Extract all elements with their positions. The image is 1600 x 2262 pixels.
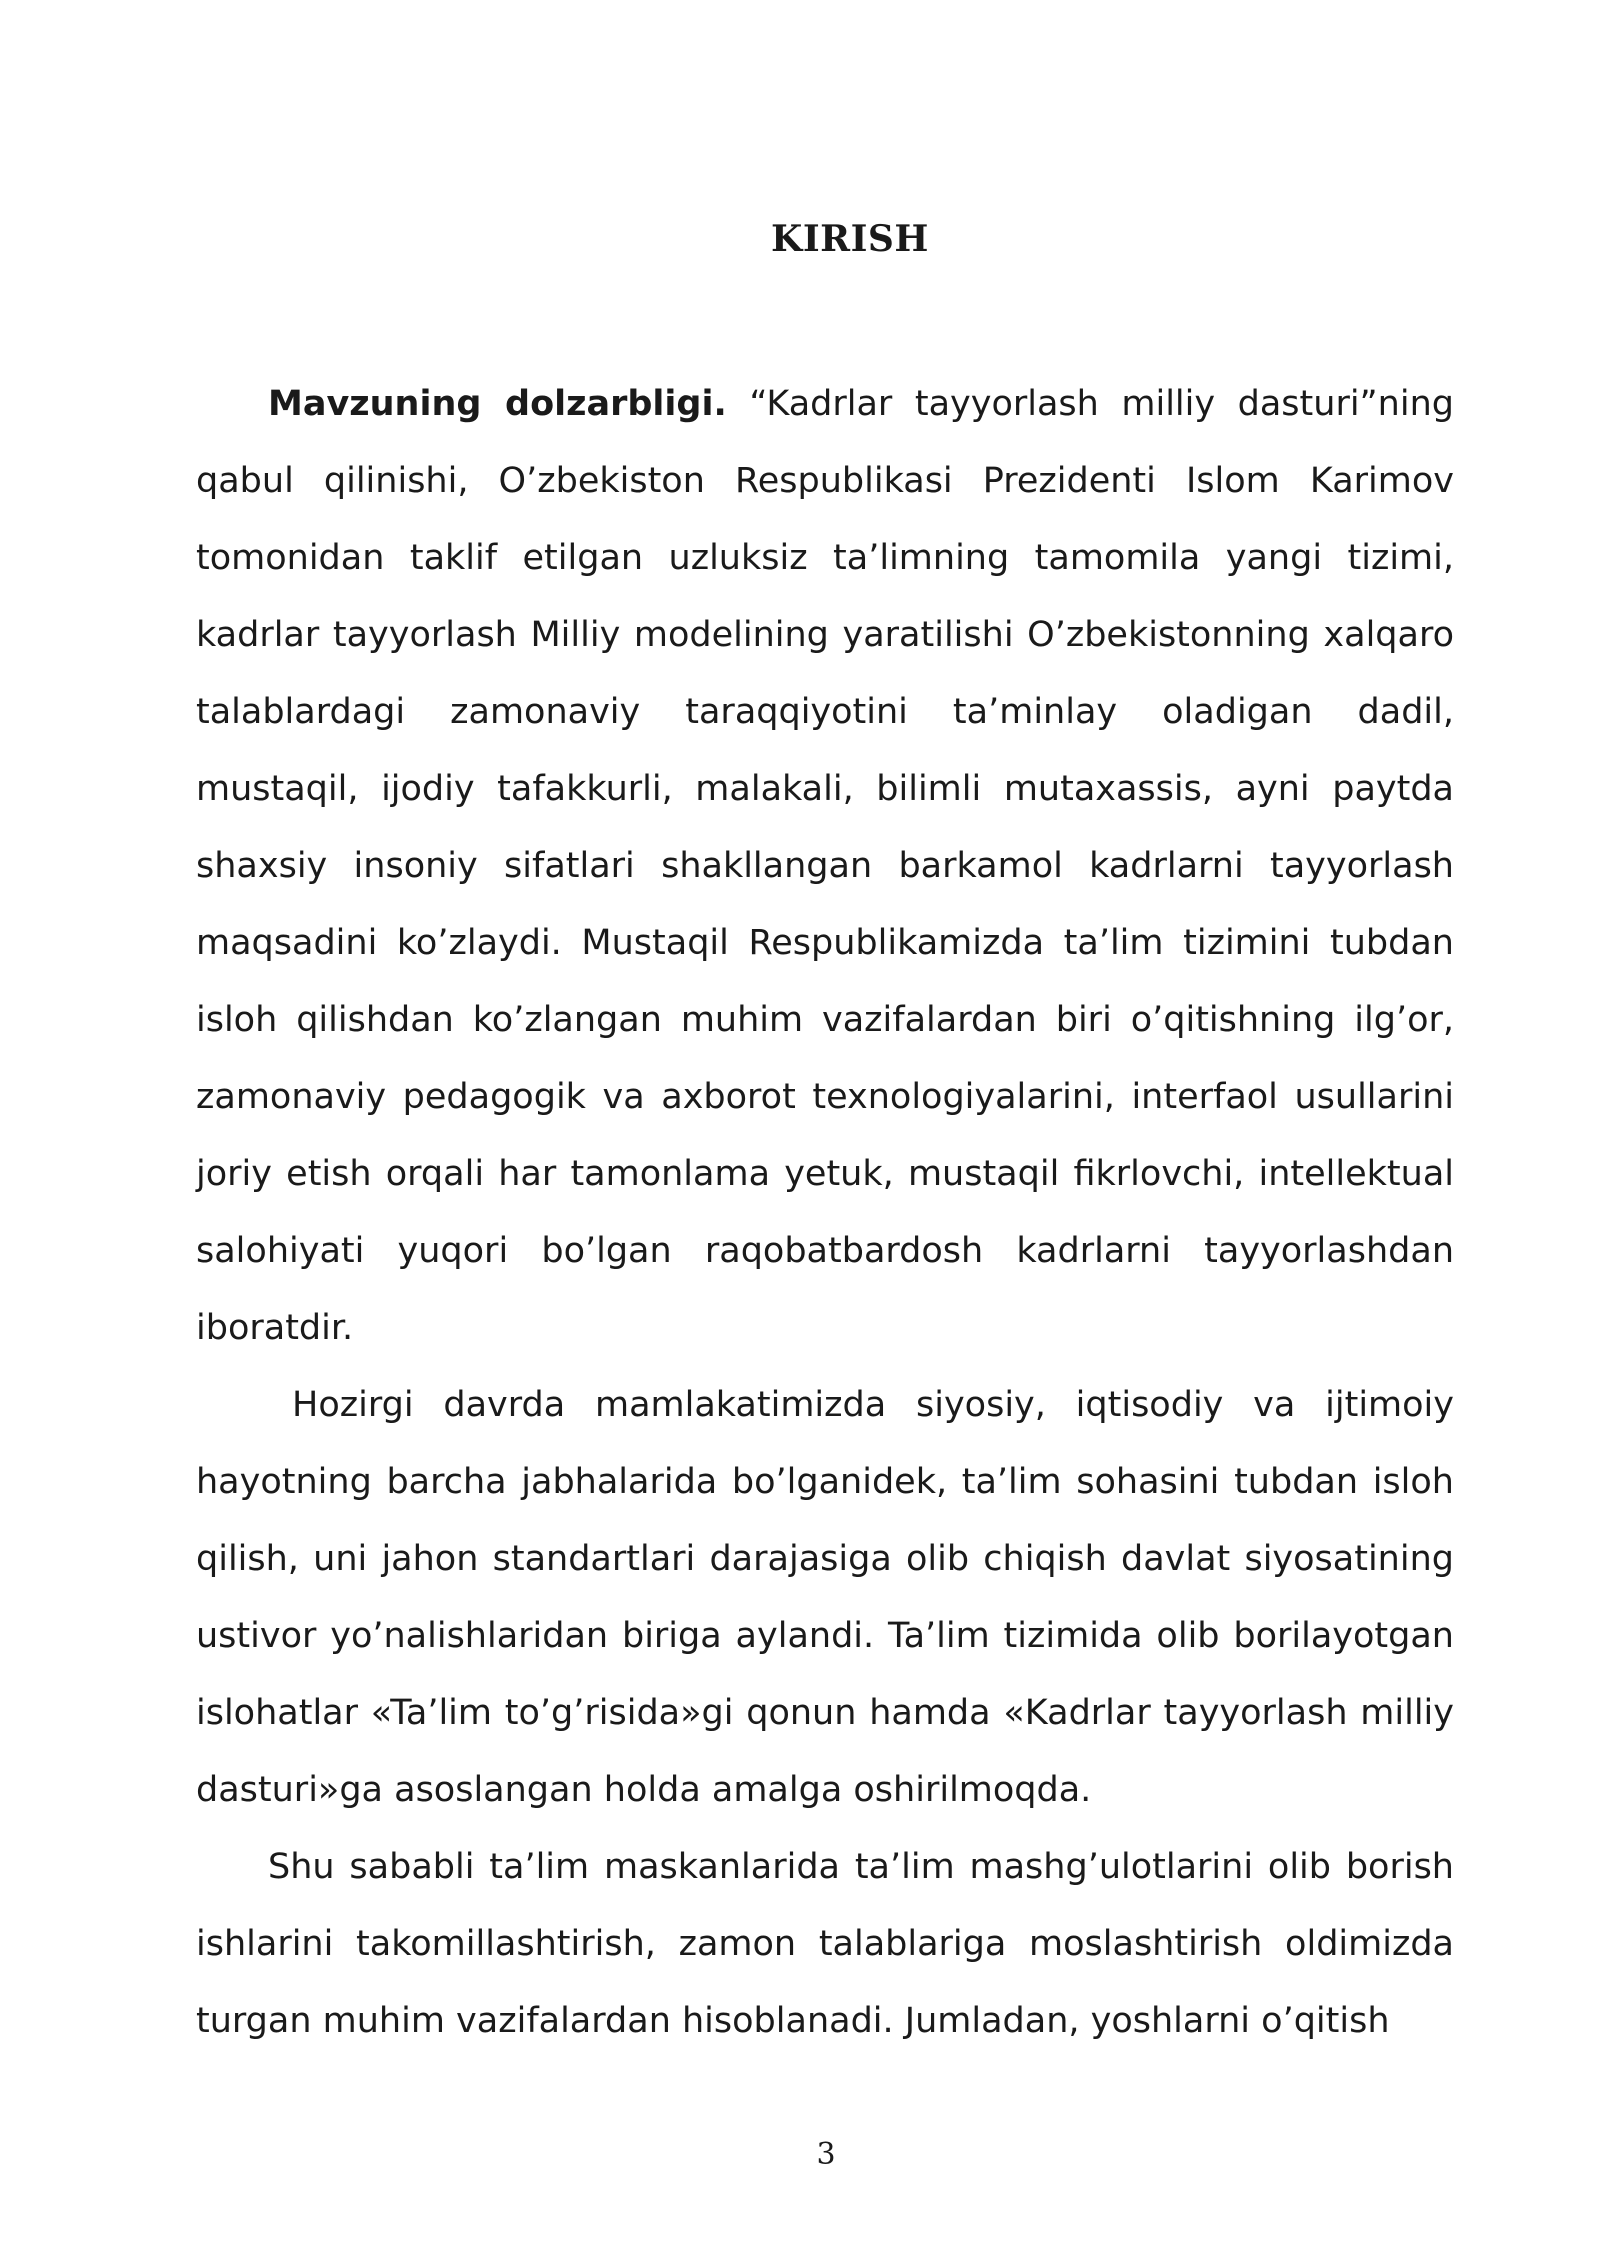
paragraph-current-period — [196, 1367, 1454, 1829]
body-text — [196, 366, 1454, 2060]
paragraph-lead: Mavzuning dolzarbligi. — [268, 384, 727, 424]
paragraph-text: Hozirgi davrda mamlakatimizda siyosiy, iqtisodiy va ijtimoiy hayotning barcha jabhalarida bo’lganidek, ta’lim sohasini tubdan isloh qilish, uni jahon standartlari darajasiga olib chiqish davlat siyosatining ustivor yo’nalishlaridan biriga aylandi. Ta’lim tizimida olib borilayotgan islohatlar «Ta’lim to’g’risida»gi qonun hamda «Kadrlar tayyorlash milliy dasturi»ga asoslangan holda amalga oshirilmoqda. — [196, 1385, 1454, 1810]
paragraph-text: Shu sababli ta’lim maskanlarida ta’lim mashg’ulotlarini olib borish ishlarini takomillashtirish, zamon talablariga moslashtirish oldimizda turgan muhim vazifalardan hisoblanadi. Jumladan, yoshlarni o’qitish — [196, 1847, 1454, 2041]
paragraph-text: “Kadrlar tayyorlash milliy dasturi”ning qabul qilinishi, O’zbekiston Respublikasi Prezidenti Islom Karimov tomonidan taklif etilgan uzluksiz ta’limning tamomila yangi tizimi, kadrlar tayyorlash Milliy modelining yaratilishi O’zbekistonning xalqaro talablardagi zamonaviy taraqqiyotini ta’minlay oladigan dadil, mustaqil, ijodiy tafakkurli, malakali, bilimli mutaxassis, ayni paytda shaxsiy insoniy sifatlari shakllangan barkamol kadrlarni tayyorlash maqsadini ko’zlaydi. Mustaqil Respublikamizda ta’lim tizimini tubdan isloh qilishdan ko’zlangan muhim vazifalardan biri o’qitishning ilg’or, zamonaviy pedagogik va axborot texnologiyalarini, interfaol usullarini joriy etish orqali har tamonlama yetuk, mustaqil fikrlovchi, intellektual salohiyati yuqori bo’lgan raqobatbardosh kadrlarni tayyorlashdan iboratdir. — [196, 384, 1454, 1348]
paragraph-therefore — [196, 1829, 1454, 2060]
page-number: 3 — [816, 2137, 836, 2172]
paragraph-relevance — [196, 366, 1454, 1367]
section-heading: KIRISH — [771, 218, 929, 260]
